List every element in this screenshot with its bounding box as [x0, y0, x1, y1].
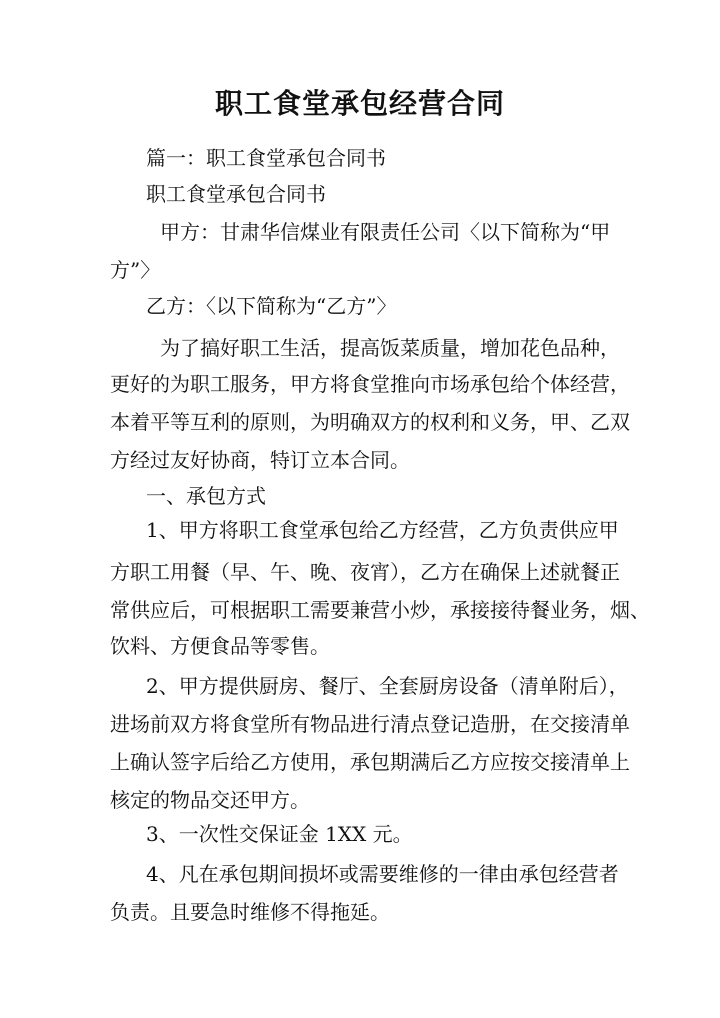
clause-line: 负责。且要急时维修不得拖延。: [110, 900, 390, 924]
clause-line: 上确认签字后给乙方使用，承包期满后乙方应按交接清单上: [110, 750, 630, 774]
paragraph-line: 更好的为职工服务，甲方将食堂推向市场承包给个体经营，: [110, 372, 630, 396]
document-title: 职工食堂承包经营合同: [214, 87, 505, 120]
party-a-line: 甲方：甘肃华信煤业有限责任公司〈以下简称为“甲: [160, 220, 611, 244]
clause-line: 饮料、方便食品等零售。: [110, 634, 330, 658]
clause-line: 进场前双方将食堂所有物品进行清点登记造册，在交接清单: [110, 712, 630, 736]
paragraph-line: 为了搞好职工生活，提高饭菜质量，增加花色品种，: [160, 336, 620, 360]
clause-line: 常供应后，可根据职工需要兼营小炒，承接接待餐业务，烟、: [110, 598, 650, 622]
clause-line: 方职工用餐（早、午、晚、夜宵），乙方在确保上述就餐正: [110, 560, 620, 584]
subtitle-line: 职工食堂承包合同书: [146, 182, 326, 206]
paragraph-line: 本着平等互利的原则，为明确双方的权利和义务，甲、乙双: [110, 410, 630, 434]
section-heading: 篇一：职工食堂承包合同书: [146, 146, 386, 170]
clause-line: 3、一次性交保证金 1XX 元。: [146, 822, 413, 846]
clause-line: 2、甲方提供厨房、餐厅、全套厨房设备（清单附后），: [146, 674, 629, 698]
party-b-line: 乙方：〈以下简称为“乙方”〉: [146, 294, 397, 318]
party-a-line-cont: 方”〉: [110, 258, 161, 282]
clause-line: 4、凡在承包期间损坏或需要维修的一律由承包经营者: [146, 862, 619, 886]
section-heading: 一、承包方式: [146, 484, 266, 508]
clause-line: 核定的物品交还甲方。: [110, 788, 310, 812]
clause-line: 1、甲方将职工食堂承包给乙方经营，乙方负责供应甲: [146, 518, 619, 542]
paragraph-line: 方经过友好协商，特订立本合同。: [110, 448, 410, 472]
